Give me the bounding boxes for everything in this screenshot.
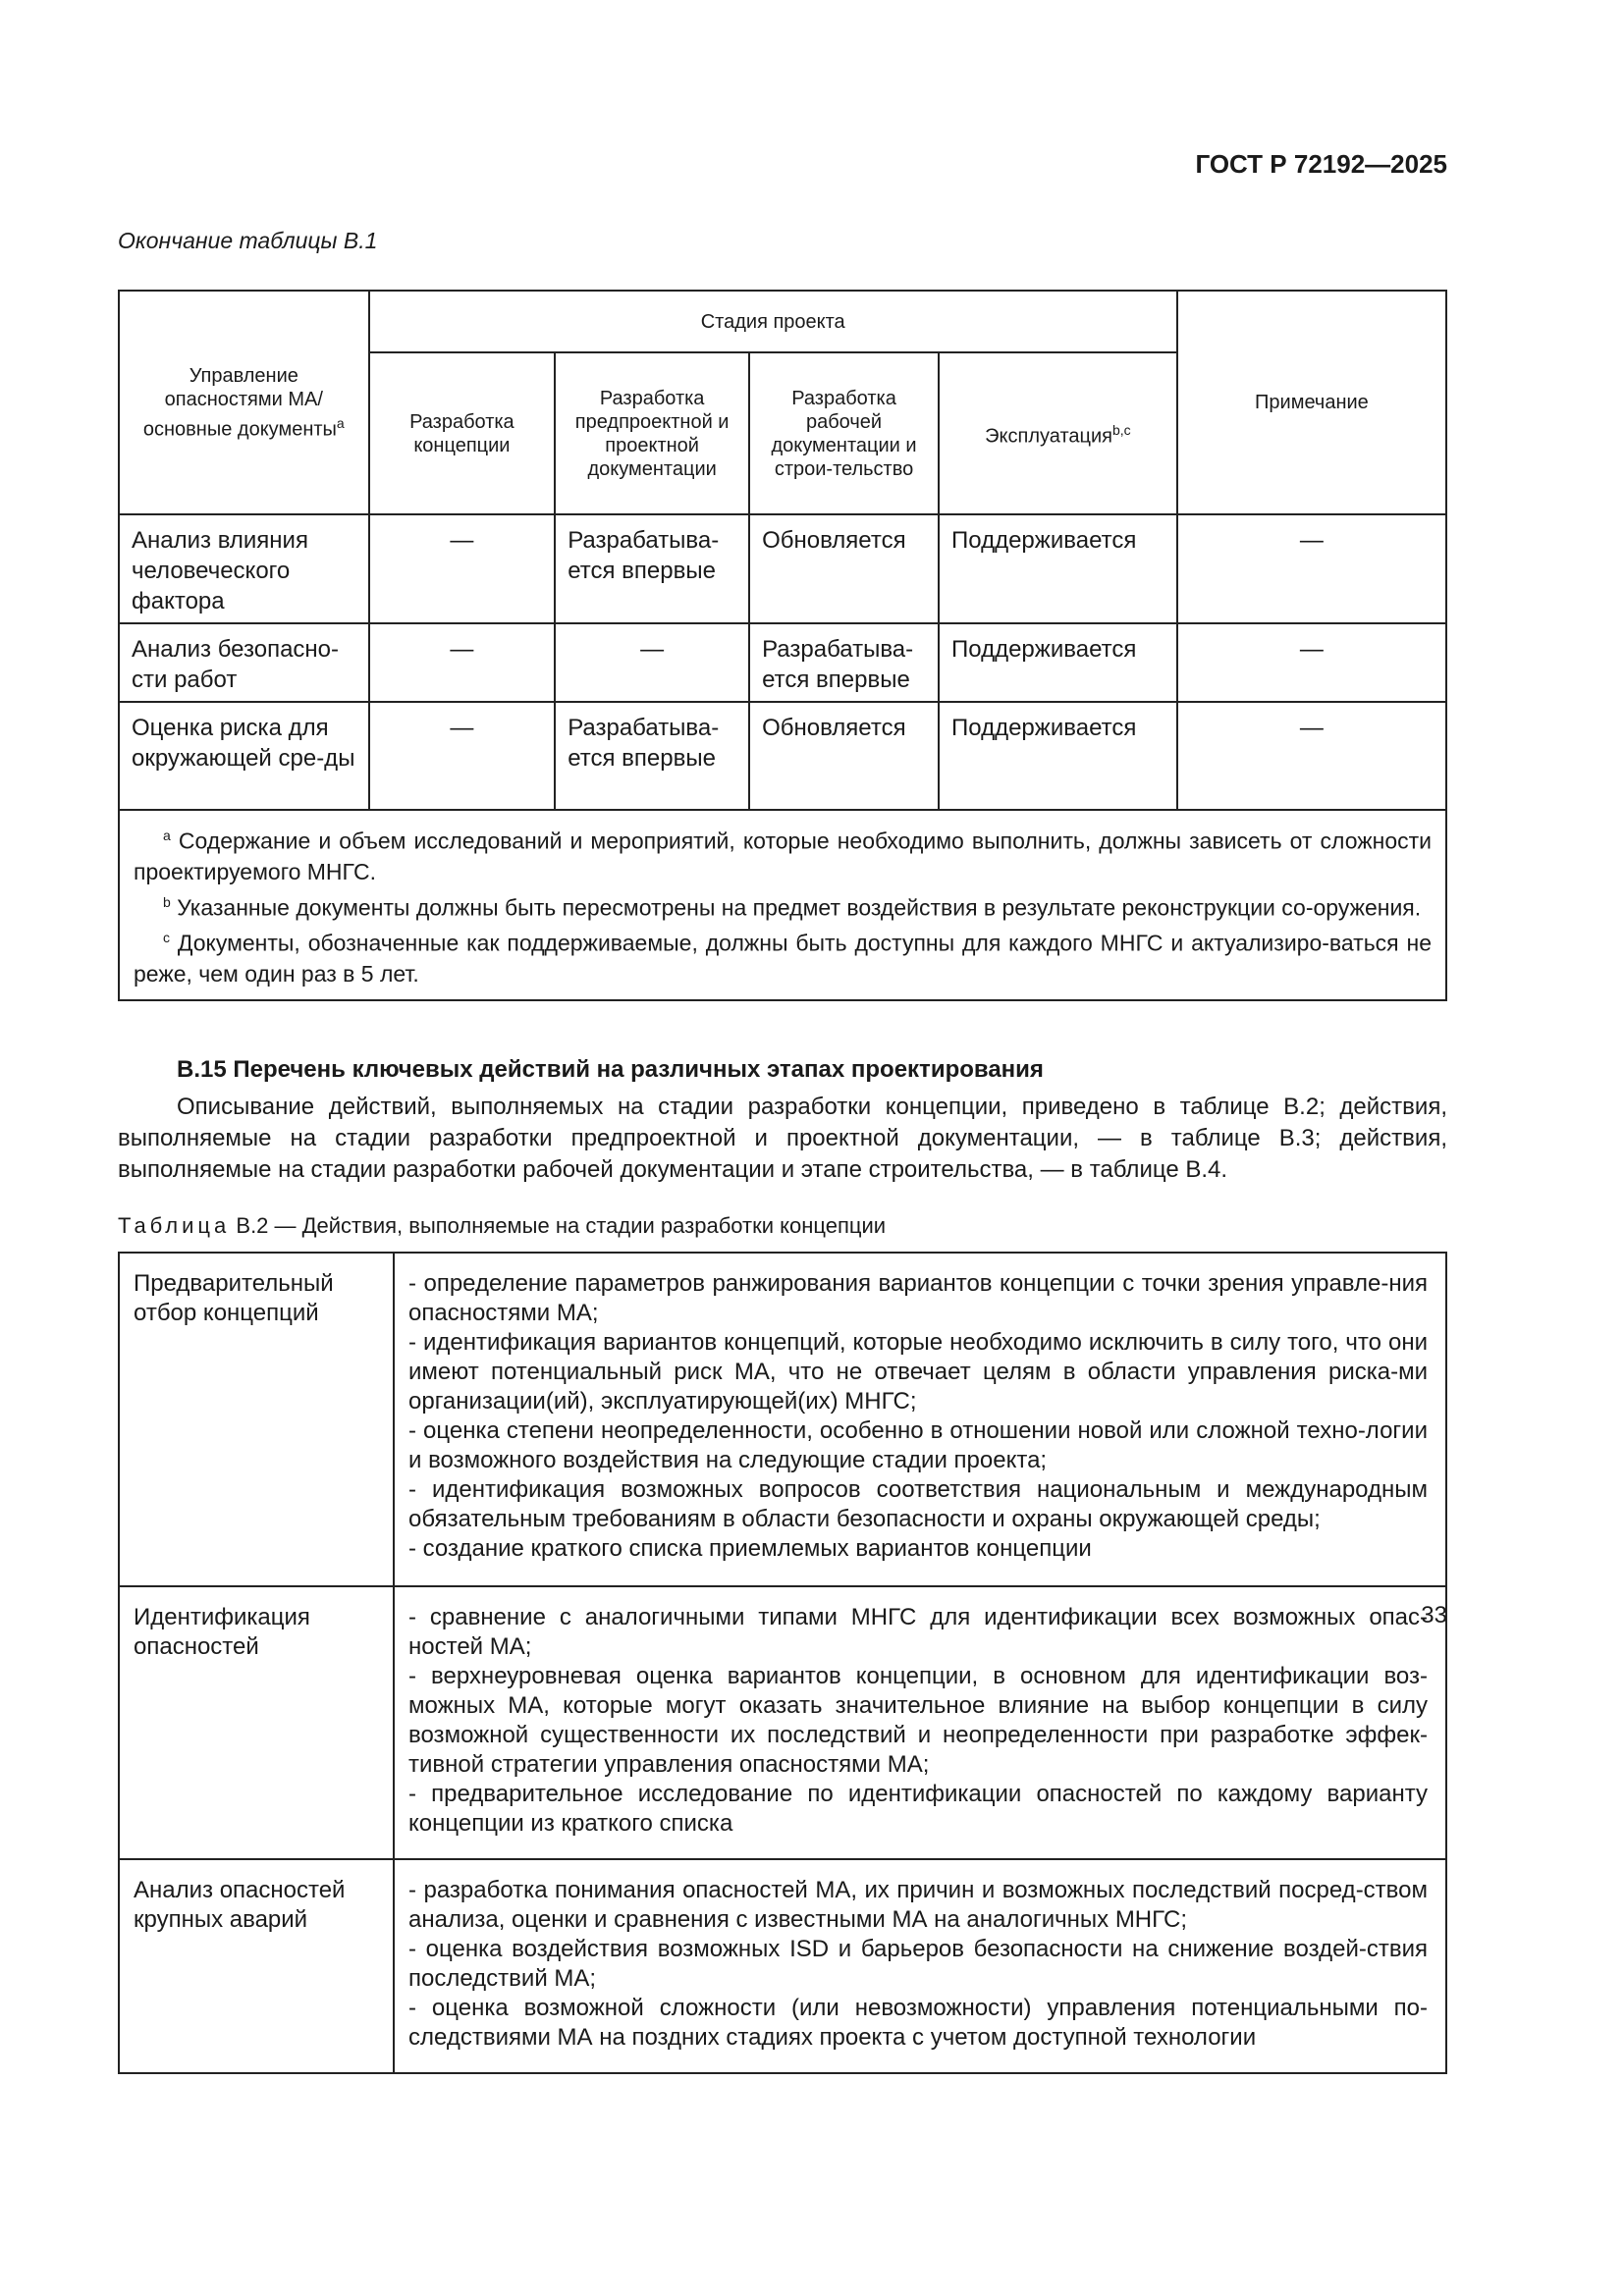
cell: —	[369, 514, 556, 623]
row-name: Анализ безопасно-сти работ	[119, 623, 369, 702]
table-row	[119, 623, 1446, 702]
section-paragraph: Описывание действий, выполняемых на стадии разработки концепции, приведено в таблице В.2; действия, выполняемые на стадии разработки предпроектной и проектной документации, — в таблице В.3; действия, выполняемые на стадии разработки рабочей документации и этапе строительства, — в таблице В.4.	[118, 1094, 1447, 1183]
action-item: - создание краткого списка приемлемых вариантов концепции	[408, 1535, 1092, 1562]
row-actions	[394, 1253, 1446, 1586]
table-row	[119, 514, 1446, 623]
row-label: Идентификация опасностей	[119, 1586, 394, 1859]
table-b1-end	[118, 290, 1447, 1001]
row-label: Анализ опасностей крупных аварий	[119, 1859, 394, 2073]
row-actions	[394, 1586, 1446, 1859]
cell: Разрабатыва-ется впервые	[749, 623, 939, 702]
cell: —	[1177, 514, 1446, 623]
page-number: 33	[1421, 1602, 1447, 1629]
table-continuation-label: Окончание таблицы В.1	[118, 228, 378, 253]
action-item: - сравнение с аналогичными типами МНГС для идентификации всех возможных опас-ностей МА;	[408, 1604, 1428, 1660]
col-header-stage: Разработка предпроектной и проектной документации	[555, 352, 749, 514]
cell: —	[1177, 702, 1446, 810]
row-label: Предварительный отбор концепций	[119, 1253, 394, 1586]
footnote: $^b$ Указанные документы должны быть пересмотрены на предмет воздействия в результате реконструкции со-оружения.	[163, 893, 1422, 921]
cell: Обновляется	[749, 702, 939, 810]
action-item: - верхнеуровневая оценка вариантов концепции, в основном для идентификации воз-можных МА, которые могут оказать значительное влияние на выбор концепции в силу возможной существенности их последствий и неопределенности при разработке эффек-тивной стратегии управления опасностями МА;	[408, 1663, 1428, 1778]
table-row	[119, 1253, 1446, 1586]
cell: —	[369, 623, 556, 702]
table-row	[119, 702, 1446, 810]
footnotes	[119, 810, 1446, 1000]
action-item: - разработка понимания опасностей МА, их причин и возможных последствий посред-ством анализа, оценки и сравнения с известными МА на аналогичных МНГС;	[408, 1877, 1428, 1933]
col-header-stage: Разработка рабочей документации и строи-тельство	[749, 352, 939, 514]
action-item: - оценка воздействия возможных ISD и барьеров безопасности на снижение воздей-ствия последствий МА;	[408, 1936, 1428, 1992]
cell: Поддерживается	[939, 514, 1177, 623]
col-header-main: Управление опасностями МА/основные документы$^a$	[119, 291, 369, 514]
row-name: Оценка риска для окружающей сре-ды	[119, 702, 369, 810]
col-header-stage: Разработка концепции	[369, 352, 556, 514]
footnote: $^c$ Документы, обозначенные как поддерживаемые, должны быть доступны для каждого МНГС и актуализиро-ваться не реже, чем один раз в 5 лет.	[134, 930, 1432, 987]
action-item: - определение параметров ранжирования вариантов концепции с точки зрения управле-ния опасностями МА;	[408, 1270, 1428, 1326]
cell: Поддерживается	[939, 702, 1177, 810]
footnote: $^a$ Содержание и объем исследований и мероприятий, которые необходимо выполнить, должны зависеть от сложности проектируемого МНГС.	[134, 828, 1433, 884]
footnotes-row	[119, 810, 1446, 1000]
table-caption: Таблица В.2 — Действия, выполняемые на стадии разработки концепции	[118, 1213, 887, 1238]
standard-designation: ГОСТ Р 72192—2025	[1195, 149, 1447, 179]
col-header-note: Примечание	[1177, 291, 1446, 514]
cell: Обновляется	[749, 514, 939, 623]
row-name: Анализ влияния человеческого фактора	[119, 514, 369, 623]
cell: Разрабатыва-ется впервые	[555, 702, 749, 810]
table-b2	[118, 1252, 1447, 2074]
section-heading: В.15 Перечень ключевых действий на различных этапах проектирования	[177, 1056, 1044, 1083]
action-item: - оценка степени неопределенности, особенно в отношении новой или сложной техно-логии и возможного воздействия на следующие стадии проекта;	[408, 1417, 1428, 1473]
cell: —	[555, 623, 749, 702]
action-item: - оценка возможной сложности (или невозможности) управления потенциальными по-следствиями МА на поздних стадиях проекта с учетом доступной технологии	[408, 1995, 1428, 2051]
action-item: - предварительное исследование по идентификации опасностей по каждому варианту концепции из краткого списка	[408, 1781, 1428, 1837]
action-item: - идентификация возможных вопросов соответствия национальным и международным обязательным требованиям в области безопасности и охраны окружающей среды;	[408, 1476, 1428, 1532]
col-header-stage: Эксплуатация$^{b,c}$	[939, 352, 1177, 514]
col-header-stage-group: Стадия проекта	[369, 291, 1177, 352]
cell: —	[369, 702, 556, 810]
cell: Поддерживается	[939, 623, 1177, 702]
cell: Разрабатыва-ется впервые	[555, 514, 749, 623]
table-row	[119, 1586, 1446, 1859]
action-item: - идентификация вариантов концепций, которые необходимо исключить в силу того, что они имеют потенциальный риск МА, что не отвечает целям в области управления риска-ми организации(ий), эксплуатирующей(их) МНГС;	[408, 1329, 1428, 1415]
cell: —	[1177, 623, 1446, 702]
row-actions	[394, 1859, 1446, 2073]
table-row	[119, 1859, 1446, 2073]
